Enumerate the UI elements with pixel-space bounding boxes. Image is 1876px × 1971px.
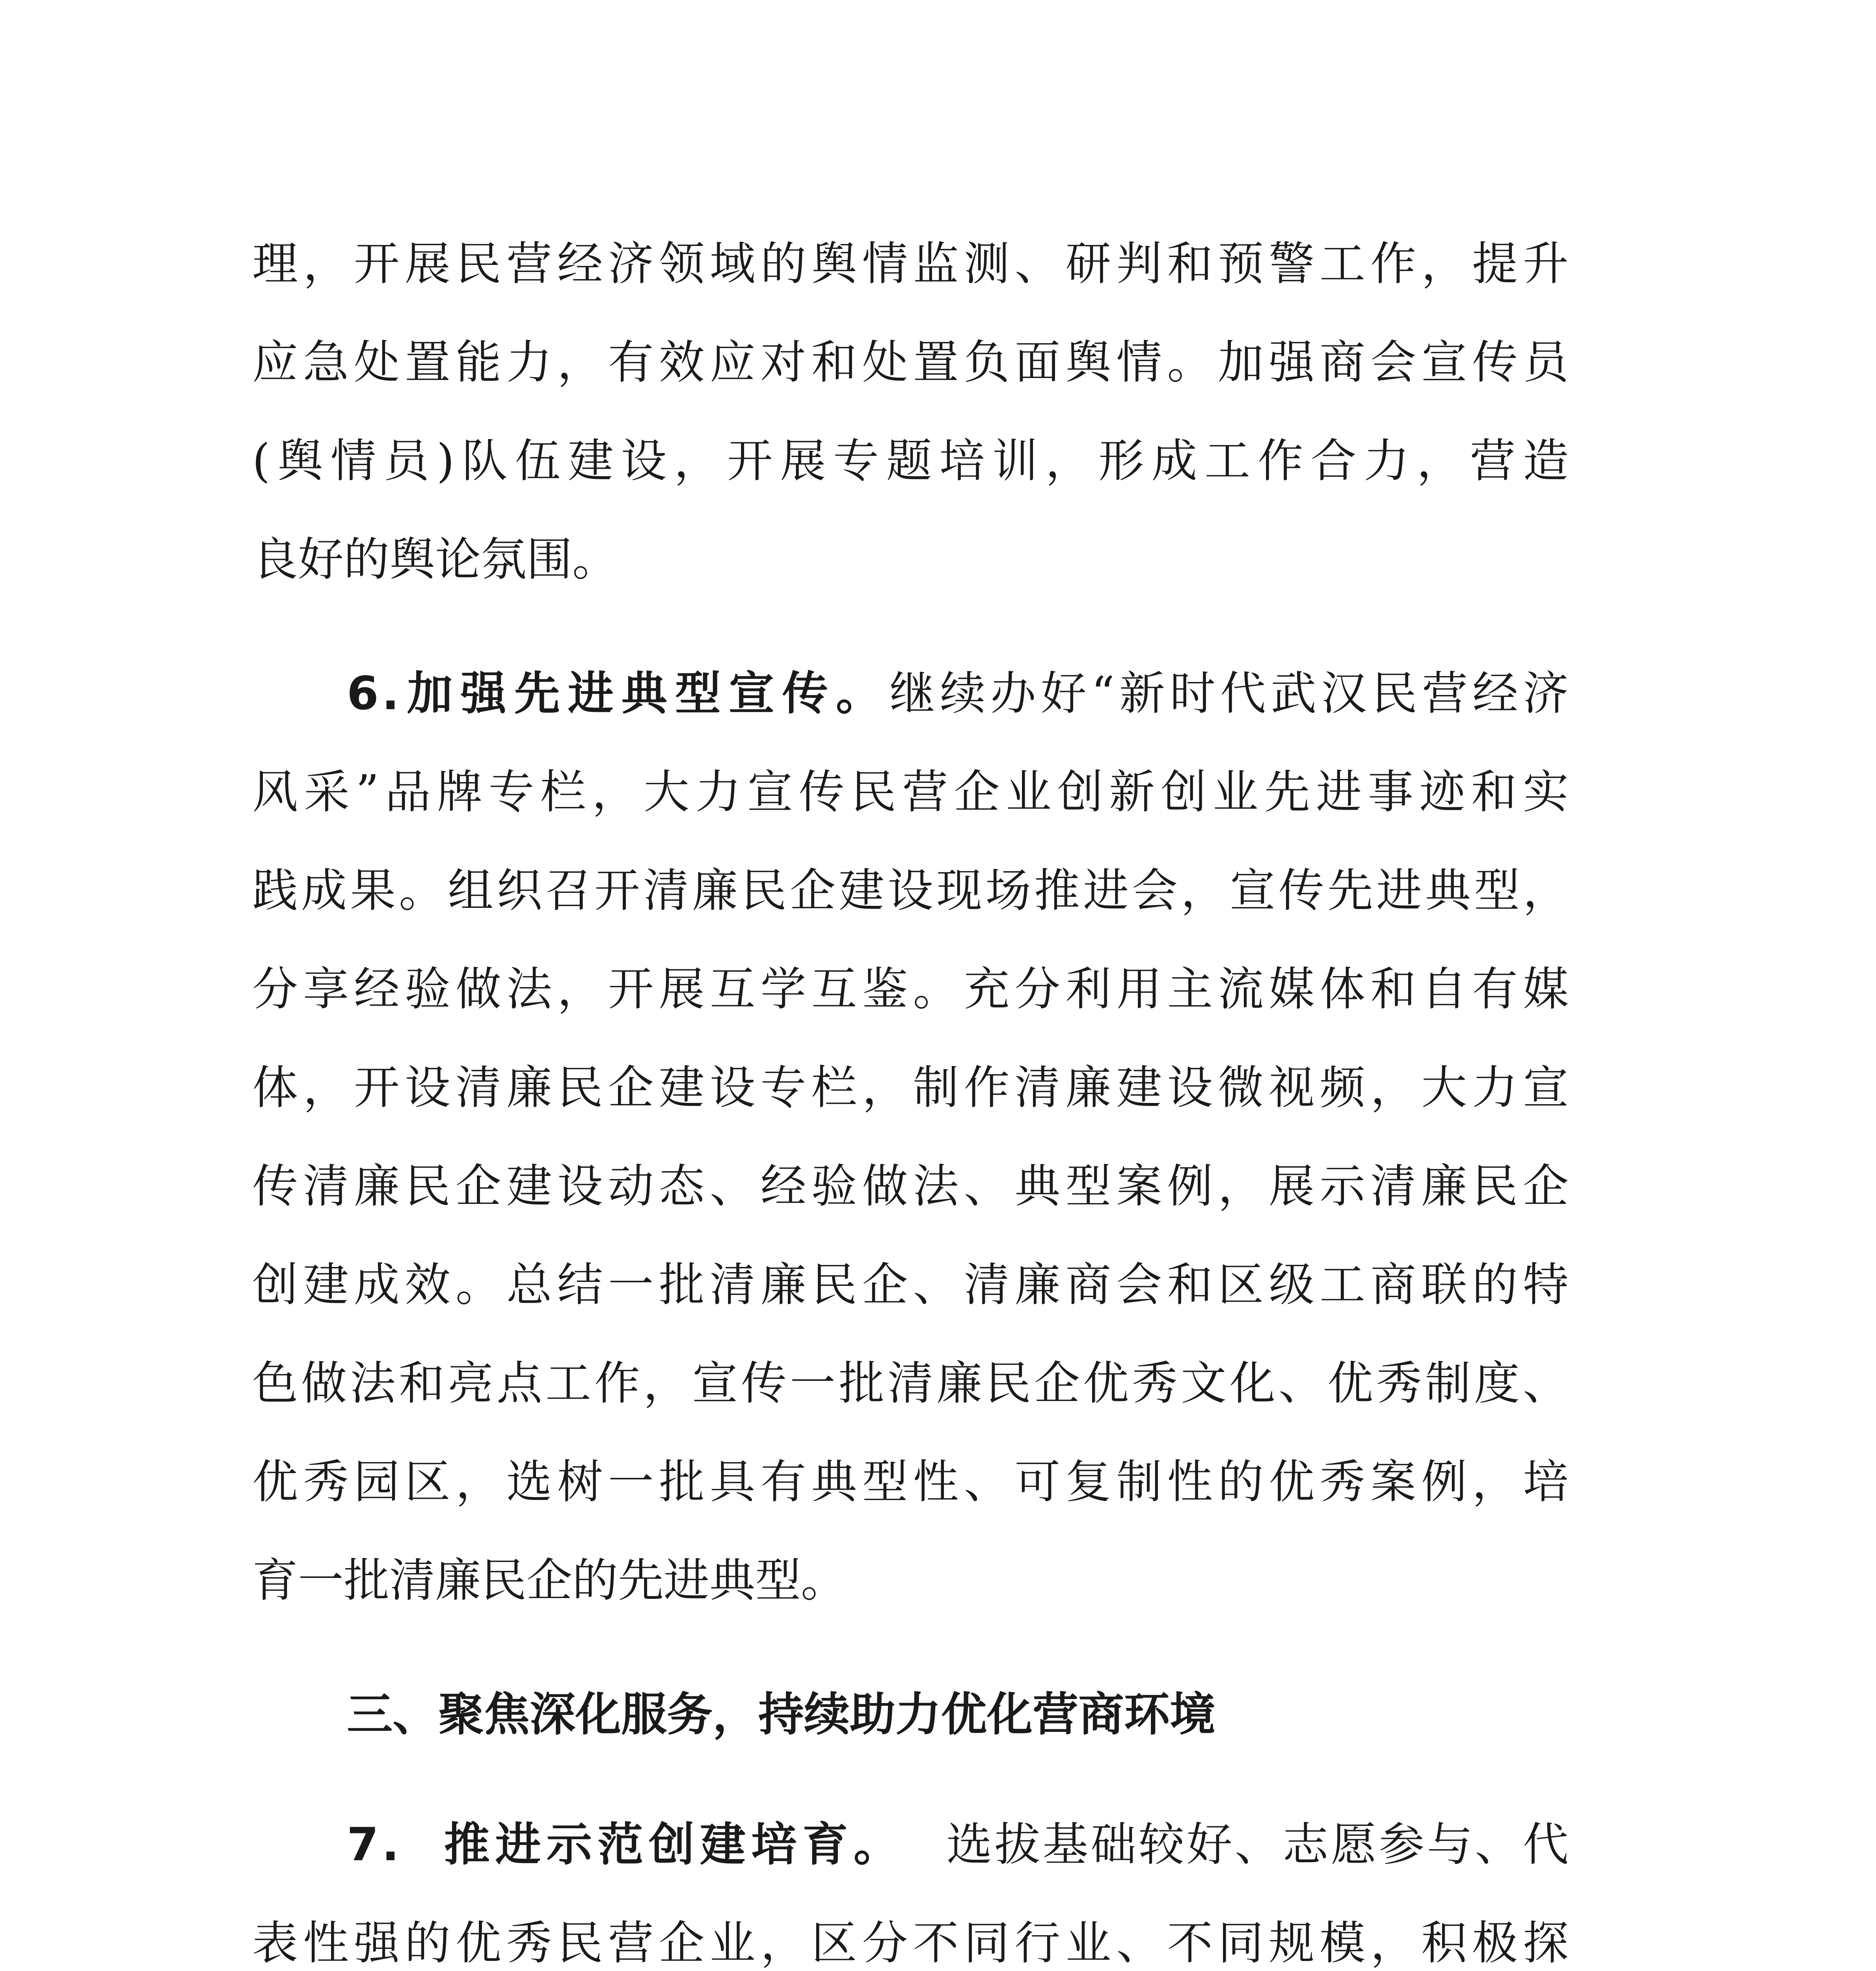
section-heading: 三、聚焦深化服务，持续助力优化营商环境 xyxy=(347,1688,1215,1741)
paragraph-line: 体，开设清廉民企建设专栏，制作清廉建设微视频，大力宣 xyxy=(252,1061,1569,1114)
section-7-first-line xyxy=(347,1813,1569,1876)
paragraph-line: 良好的舆论氛围。 xyxy=(252,533,618,586)
paragraph-line: 理，开展民营经济领域的舆情监测、研判和预警工作，提升 xyxy=(252,237,1569,291)
paragraph-line: 应急处置能力，有效应对和处置负面舆情。加强商会宣传员 xyxy=(252,336,1569,389)
paragraph-line: 风采”品牌专栏，大力宣传民营企业创新创业先进事迹和实 xyxy=(252,766,1569,819)
paragraph-line: 表性强的优秀民营企业，区分不同行业、不同规模，积极探 xyxy=(252,1917,1569,1970)
section-6-lead: 6.加强先进典型宣传。 xyxy=(347,667,890,720)
paragraph-line: 育一批清廉民企的先进典型。 xyxy=(252,1554,847,1607)
paragraph-line: 分享经验做法，开展互学互鉴。充分利用主流媒体和自有媒 xyxy=(252,963,1569,1016)
section-6-first-line xyxy=(347,662,1569,725)
paragraph-line: 色做法和亮点工作，宣传一批清廉民企优秀文化、优秀制度、 xyxy=(252,1357,1569,1410)
section-7-number: 7. xyxy=(347,1818,402,1871)
section-6-text: 继续办好 xyxy=(889,667,1091,720)
section-7-text: 选拔基础较好、志愿参与、代 xyxy=(944,1818,1569,1871)
paragraph-line: (舆情员)队伍建设，开展专题培训，形成工作合力，营造 xyxy=(252,434,1569,488)
paragraph-line: 优秀园区，选树一批具有典型性、可复制性的优秀案例，培 xyxy=(252,1455,1569,1509)
section-7-lead: 推进示范创建培育。 xyxy=(441,1818,905,1871)
paragraph-line: 践成果。组织召开清廉民企建设现场推进会，宣传先进典型， xyxy=(252,864,1569,917)
paragraph-line: 创建成效。总结一批清廉民企、清廉商会和区级工商联的特 xyxy=(252,1258,1569,1312)
section-6-quote: “新时代武汉民营经济 xyxy=(1091,667,1569,720)
paragraph-line: 传清廉民企建设动态、经验做法、典型案例，展示清廉民企 xyxy=(252,1160,1569,1213)
